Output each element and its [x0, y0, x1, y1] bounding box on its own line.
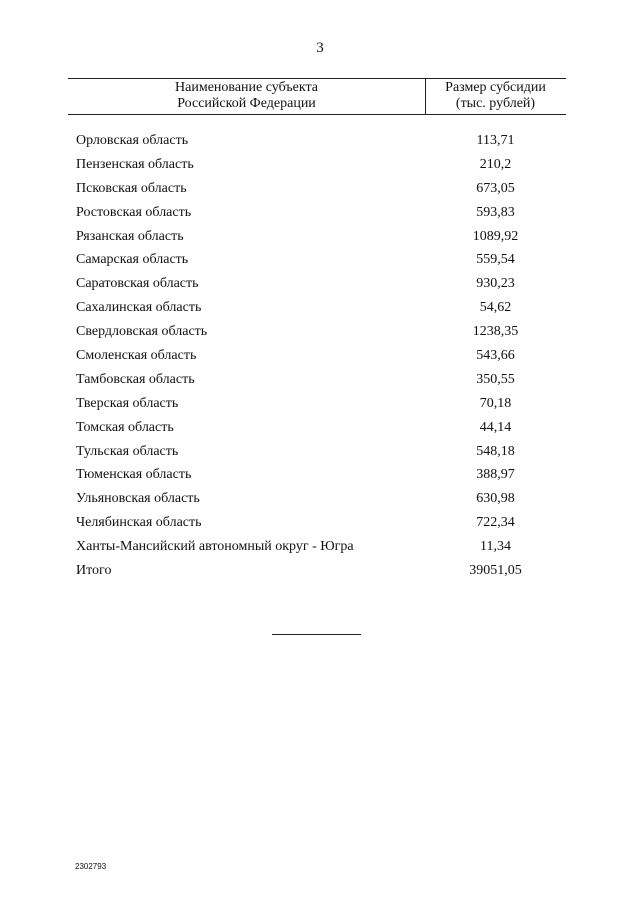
table-row [0, 155, 640, 179]
table-row [0, 394, 640, 418]
column-header-amount [425, 80, 566, 112]
column-header-name [68, 80, 425, 112]
table-row [0, 298, 640, 322]
region-name: Сахалинская область [76, 300, 202, 316]
subsidy-amount: 559,54 [476, 252, 515, 268]
region-name: Ханты-Мансийский автономный округ - Югра [76, 539, 354, 555]
region-name: Пензенская область [76, 156, 194, 172]
table-row [0, 203, 640, 227]
subsidy-amount: 44,14 [479, 419, 512, 435]
table-row-total [0, 561, 640, 585]
subsidy-amount: 930,23 [476, 276, 515, 292]
region-name: Рязанская область [76, 228, 184, 244]
subsidy-amount: 388,97 [476, 467, 515, 483]
table-row [0, 227, 640, 251]
column-header-amount-line1: Размер субсидии [445, 80, 546, 95]
subsidy-amount: 350,55 [476, 371, 515, 387]
table-row [0, 322, 640, 346]
table-row [0, 513, 640, 537]
column-header-amount-line2: (тыс. рублей) [455, 96, 536, 111]
subsidy-amount: 54,62 [479, 300, 512, 316]
total-label: Итого [76, 563, 112, 579]
document-code: 2302793 [75, 862, 107, 871]
region-name: Челябинская область [76, 515, 202, 531]
region-name: Смоленская область [76, 348, 197, 364]
table-row [0, 489, 640, 513]
subsidy-amount: 543,66 [476, 348, 515, 364]
subsidy-amount: 113,71 [476, 133, 515, 148]
region-name: Ростовская область [76, 204, 192, 220]
table-row [0, 131, 640, 155]
table-row [0, 537, 640, 561]
region-name: Псковская область [76, 180, 187, 196]
table-header-bottom-rule [68, 114, 566, 115]
total-amount: 39051,05 [469, 563, 522, 579]
region-name: Тульская область [76, 443, 179, 459]
region-name: Самарская область [76, 252, 189, 268]
table-row [0, 346, 640, 370]
page-number: 3 [316, 40, 324, 56]
table-row [0, 370, 640, 394]
subsidy-amount: 593,83 [476, 204, 515, 220]
subsidy-amount: 11,34 [480, 539, 511, 555]
table-header-top-rule [68, 78, 566, 79]
subsidy-amount: 70,18 [479, 395, 512, 411]
region-name: Орловская область [76, 133, 189, 148]
table-row [0, 442, 640, 466]
region-name: Томская область [76, 419, 174, 435]
subsidy-amount: 548,18 [476, 443, 515, 459]
column-header-name-line1: Наименование субъекта [175, 80, 318, 95]
table-row [0, 418, 640, 442]
region-name: Тамбовская область [76, 371, 195, 387]
subsidy-amount: 1089,92 [472, 228, 519, 244]
table-body [0, 131, 640, 585]
region-name: Свердловская область [76, 324, 208, 340]
subsidy-amount: 1238,35 [472, 324, 519, 340]
table-row [0, 465, 640, 489]
subsidy-amount: 630,98 [476, 491, 515, 507]
table-row [0, 274, 640, 298]
table-row [0, 179, 640, 203]
table-row [0, 250, 640, 274]
subsidy-amount: 210,2 [479, 156, 512, 172]
region-name: Саратовская область [76, 276, 199, 292]
end-of-table-rule [272, 634, 361, 635]
subsidy-amount: 722,34 [476, 515, 515, 531]
region-name: Ульяновская область [76, 491, 200, 507]
subsidy-amount: 673,05 [476, 180, 515, 196]
column-header-name-line2: Российской Федерации [177, 96, 316, 111]
region-name: Тверская область [76, 395, 179, 411]
region-name: Тюменская область [76, 467, 192, 483]
